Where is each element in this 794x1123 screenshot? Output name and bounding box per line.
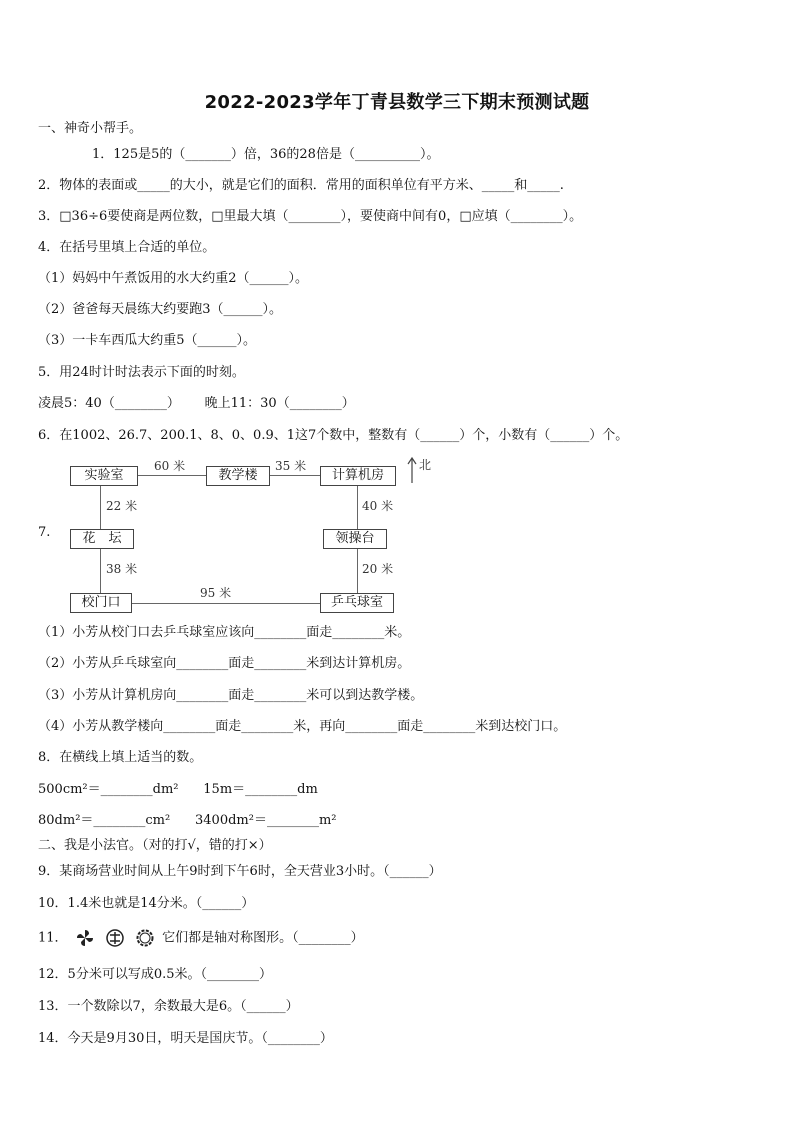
north-label: 北: [419, 458, 432, 472]
question-5-times: 凌晨5：40（________） 晚上11：30（________）: [38, 396, 355, 411]
path-lab-teaching: [138, 475, 206, 476]
section-1-heading: 一、神奇小帮手。: [38, 121, 143, 136]
question-14: 14．今天是9月30日，明天是国庆节。（________）: [38, 1031, 333, 1046]
distance-gate-pingpong: 95 米: [200, 586, 232, 600]
location-pingpong-room: 乒乓球室: [320, 593, 394, 613]
question-11-number: 11．: [38, 930, 68, 946]
location-school-gate: 校门口: [70, 593, 132, 613]
question-8-row-1: 500cm²＝________dm² 15m＝________dm: [38, 782, 318, 797]
path-teaching-computer: [268, 475, 320, 476]
question-13: 13．一个数除以7，余数最大是6。（______）: [38, 999, 299, 1014]
distance-computer-stage: 40 米: [362, 499, 394, 513]
question-4-1: （1）妈妈中午煮饭用的水大约重2（______）。: [38, 271, 309, 286]
question-8-row-2: 80dm²＝________cm² 3400dm²＝________m²: [38, 813, 337, 828]
campus-map: [60, 455, 450, 617]
distance-teaching-computer: 35 米: [275, 459, 307, 473]
location-teaching-building: 教学楼: [206, 466, 270, 486]
question-9: 9．某商场营业时间从上午9时到下午6时，全天营业3小时。（______）: [38, 864, 442, 879]
circle-cross-symbol-icon: [105, 928, 125, 948]
location-stage: 领操台: [323, 529, 387, 549]
question-3: 3．□36÷6要使商是两位数，□里最大填（________），要使商中间有0，□应填（________）。: [38, 209, 583, 224]
distance-lab-garden: 22 米: [106, 499, 138, 513]
path-garden-gate: [100, 549, 101, 594]
question-7-3: （3）小芳从计算机房向________面走________米可以到达教学楼。: [38, 688, 424, 703]
question-4-2: （2）爸爸每天晨练大约要跑3（______）。: [38, 302, 283, 317]
location-computer-room: 计算机房: [320, 466, 396, 486]
question-6: 6．在1002、26.7、200.1、8、0、0.9、1这7个数中，整数有（______）个，小数有（______）个。: [38, 428, 629, 443]
question-7-4: （4）小芳从教学楼向________面走________米，再向________面走________米到达校门口。: [38, 719, 567, 734]
distance-garden-gate: 38 米: [106, 562, 138, 576]
path-gate-pingpong: [132, 603, 322, 604]
page-title: 2022-2023学年丁青县数学三下期末预测试题: [204, 92, 590, 113]
distance-lab-teaching: 60 米: [154, 459, 186, 473]
question-7-1: （1）小芳从校门口去乒乓球室应该向________面走________米。: [38, 625, 411, 640]
question-7-number: 7.: [38, 525, 51, 540]
section-2-heading: 二、我是小法官。（对的打√，错的打×）: [38, 838, 272, 853]
question-10: 10．1.4米也就是14分米。（______）: [38, 896, 255, 911]
location-lab: 实验室: [70, 466, 138, 486]
flower-ring-symbol-icon: [135, 928, 155, 948]
pinwheel-symbol-icon: [75, 928, 95, 948]
question-5: 5．用24时计时法表示下面的时刻。: [38, 365, 245, 380]
north-arrow-icon: [405, 455, 419, 485]
path-stage-pingpong: [357, 549, 358, 594]
question-7-2: （2）小芳从乒乓球室向________面走________米到达计算机房。: [38, 656, 411, 671]
question-11: [38, 928, 364, 948]
question-11-text: 它们都是轴对称图形。（________）: [162, 930, 364, 946]
question-4: 4．在括号里填上合适的单位。: [38, 240, 216, 255]
question-12: 12．5分米可以写成0.5米。（________）: [38, 967, 272, 982]
question-4-3: （3）一卡车西瓜大约重5（______）。: [38, 333, 257, 348]
question-1: 1．125是5的（_______）倍，36的28倍是（__________）。: [92, 147, 440, 162]
question-8: 8．在横线上填上适当的数。: [38, 750, 203, 765]
distance-stage-pingpong: 20 米: [362, 562, 394, 576]
location-flower-bed: 花 坛: [70, 529, 134, 549]
question-2: 2．物体的表面或_____的大小，就是它们的面积．常用的面积单位有平方米、_____和_____.: [38, 178, 564, 193]
